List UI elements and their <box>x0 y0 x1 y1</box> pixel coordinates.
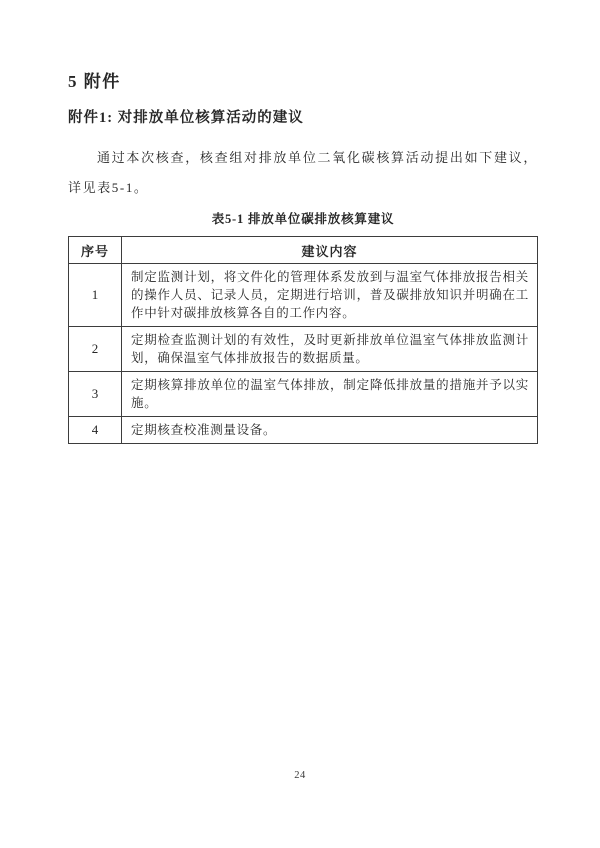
table-row <box>69 264 538 327</box>
suggestions-table <box>68 236 538 444</box>
section-heading: 5 附件 <box>68 72 121 91</box>
row-number: 3 <box>69 372 122 417</box>
table-header-no: 序号 <box>69 237 122 264</box>
page-content <box>68 72 538 444</box>
row-content: 制定监测计划，将文件化的管理体系发放到与温室气体排放报告相关的操作人员、记录人员，定期进行培训，普及碳排放知识并明确在工作中针对碳排放核算各自的工作内容。 <box>122 264 538 327</box>
table-header-content: 建议内容 <box>122 237 538 264</box>
row-content: 定期检查监测计划的有效性，及时更新排放单位温室气体排放监测计划，确保温室气体排放报告的数据质量。 <box>122 327 538 372</box>
row-content: 定期核算排放单位的温室气体排放，制定降低排放量的措施并予以实施。 <box>122 372 538 417</box>
appendix-subheading: 附件1: 对排放单位核算活动的建议 <box>68 110 304 126</box>
row-number: 2 <box>69 327 122 372</box>
table-row <box>69 372 538 417</box>
table-header-row <box>69 237 538 264</box>
page-number: 24 <box>294 770 306 781</box>
intro-paragraph: 通过本次核查，核查组对排放单位二氧化碳核算活动提出如下建议，详见表5-1。 <box>68 150 538 195</box>
table-title: 表5-1 排放单位碳排放核算建议 <box>211 212 395 226</box>
row-content: 定期核查校准测量设备。 <box>122 417 538 444</box>
table-row <box>69 417 538 444</box>
table-row <box>69 327 538 372</box>
row-number: 4 <box>69 417 122 444</box>
row-number: 1 <box>69 264 122 327</box>
